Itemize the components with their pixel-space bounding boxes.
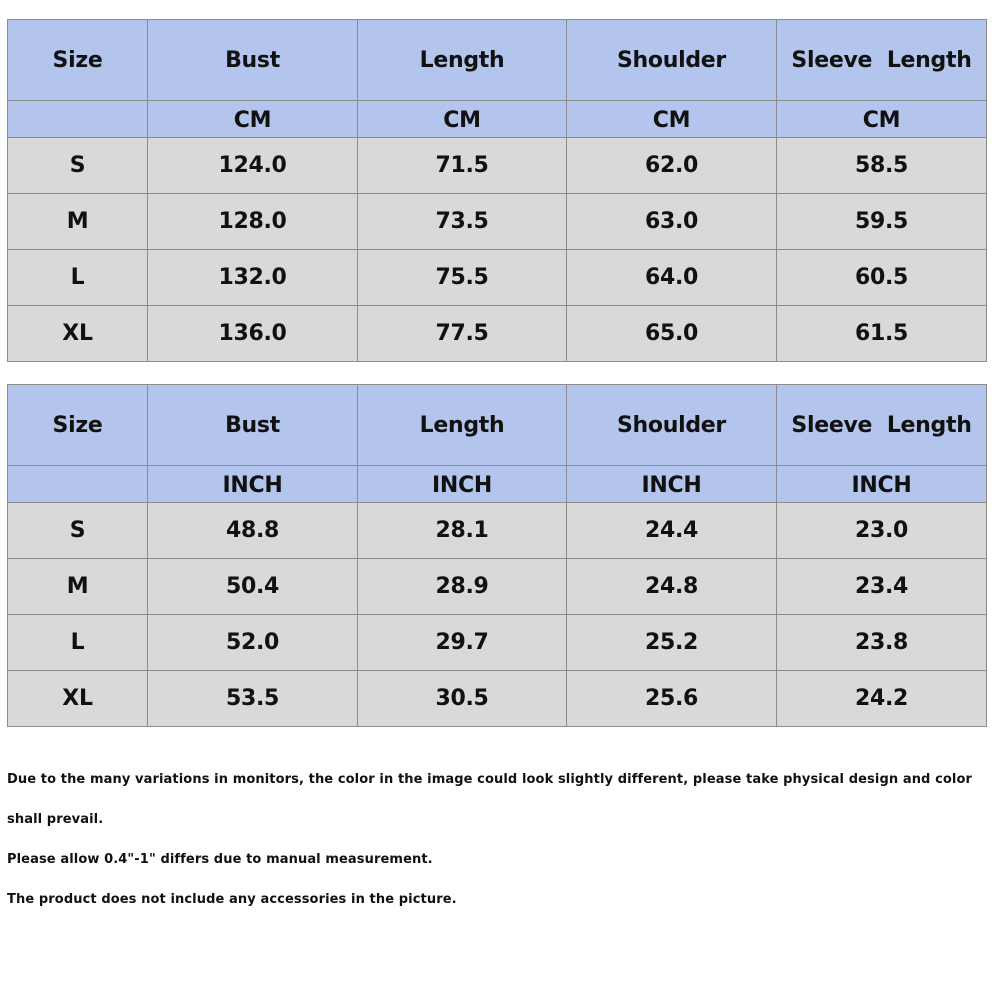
shoulder-cell: 64.0 <box>567 250 777 306</box>
length-cell: 71.5 <box>358 138 567 194</box>
length-cell: 28.1 <box>358 503 567 559</box>
sleeve-length-header: Sleeve Length <box>777 385 987 466</box>
unit-cell: CM <box>358 101 567 138</box>
bust-header: Bust <box>148 385 358 466</box>
bust-header: Bust <box>148 20 358 101</box>
size-cell: S <box>8 503 148 559</box>
sleeve-length-cell: 23.4 <box>777 559 987 615</box>
shoulder-cell: 65.0 <box>567 306 777 362</box>
bust-cell: 52.0 <box>148 615 358 671</box>
bust-cell: 136.0 <box>148 306 358 362</box>
unit-cell: INCH <box>148 466 358 503</box>
length-cell: 73.5 <box>358 194 567 250</box>
shoulder-header: Shoulder <box>567 20 777 101</box>
size-cell: XL <box>8 306 148 362</box>
table-row <box>8 671 987 727</box>
shoulder-cell: 62.0 <box>567 138 777 194</box>
bust-cell: 48.8 <box>148 503 358 559</box>
size-cell: M <box>8 559 148 615</box>
sleeve-length-cell: 23.0 <box>777 503 987 559</box>
shoulder-cell: 25.2 <box>567 615 777 671</box>
size-cell: M <box>8 194 148 250</box>
notes-section <box>7 760 992 920</box>
unit-row <box>8 101 987 138</box>
length-cell: 77.5 <box>358 306 567 362</box>
length-cell: 28.9 <box>358 559 567 615</box>
size-chart-inch-table <box>7 384 987 727</box>
bust-cell: 53.5 <box>148 671 358 727</box>
table-row <box>8 615 987 671</box>
unit-cell: INCH <box>777 466 987 503</box>
shoulder-header: Shoulder <box>567 385 777 466</box>
table-row <box>8 306 987 362</box>
shoulder-cell: 25.6 <box>567 671 777 727</box>
sleeve-length-cell: 24.2 <box>777 671 987 727</box>
length-cell: 75.5 <box>358 250 567 306</box>
length-header: Length <box>358 20 567 101</box>
unit-cell: INCH <box>567 466 777 503</box>
accessories-note: The product does not include any accessories in the picture. <box>7 892 457 907</box>
measurement-note: Please allow 0.4"-1" differs due to manual measurement. <box>7 852 433 867</box>
table-row <box>8 250 987 306</box>
table-row <box>8 559 987 615</box>
shoulder-cell: 63.0 <box>567 194 777 250</box>
sleeve-length-header: Sleeve Length <box>777 20 987 101</box>
size-header: Size <box>8 385 148 466</box>
unit-row <box>8 466 987 503</box>
size-cell: XL <box>8 671 148 727</box>
size-cell: L <box>8 250 148 306</box>
color-disclaimer-line-1: Due to the many variations in monitors, the color in the image could look slightly different, please take physical design and color <box>7 772 973 787</box>
shoulder-cell: 24.4 <box>567 503 777 559</box>
sleeve-length-cell: 60.5 <box>777 250 987 306</box>
length-cell: 30.5 <box>358 671 567 727</box>
unit-cell: CM <box>148 101 358 138</box>
sleeve-length-cell: 61.5 <box>777 306 987 362</box>
shoulder-cell: 24.8 <box>567 559 777 615</box>
size-cell: L <box>8 615 148 671</box>
unit-cell: CM <box>567 101 777 138</box>
size-cell: S <box>8 138 148 194</box>
table-header-row <box>8 20 987 101</box>
bust-cell: 128.0 <box>148 194 358 250</box>
unit-cell: CM <box>777 101 987 138</box>
length-header: Length <box>358 385 567 466</box>
table-row <box>8 194 987 250</box>
table-row <box>8 503 987 559</box>
size-chart-cm-table <box>7 19 987 362</box>
sleeve-length-cell: 23.8 <box>777 615 987 671</box>
bust-cell: 132.0 <box>148 250 358 306</box>
size-header: Size <box>8 20 148 101</box>
bust-cell: 124.0 <box>148 138 358 194</box>
table-header-row <box>8 385 987 466</box>
unit-cell: INCH <box>358 466 567 503</box>
length-cell: 29.7 <box>358 615 567 671</box>
unit-cell <box>8 466 148 503</box>
table-row <box>8 138 987 194</box>
unit-cell <box>8 101 148 138</box>
sleeve-length-cell: 59.5 <box>777 194 987 250</box>
bust-cell: 50.4 <box>148 559 358 615</box>
sleeve-length-cell: 58.5 <box>777 138 987 194</box>
color-disclaimer-line-2: shall prevail. <box>7 812 104 827</box>
